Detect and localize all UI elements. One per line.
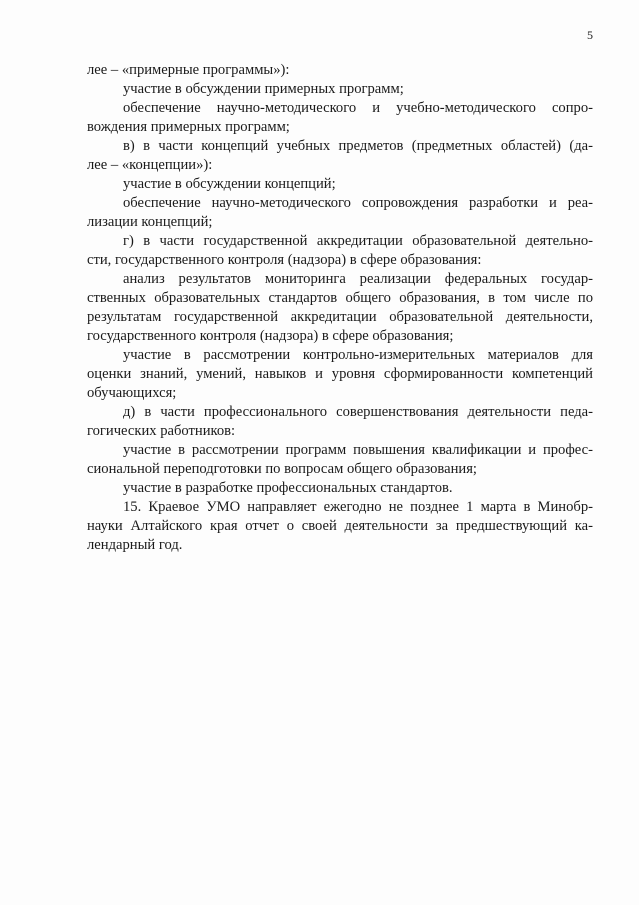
text-line: лее – «концепции»): [87, 157, 213, 173]
text-line: участие в обсуждении примерных программ; [123, 81, 404, 97]
text-line: обеспечение научно-методического и учебно-методического сопро- [123, 100, 593, 116]
text-line: лизации концепций; [87, 214, 213, 230]
text-line: лендарный год. [87, 537, 183, 553]
text-line: сти, государственного контроля (надзора) в сфере образования: [87, 252, 482, 268]
text-line: участие в обсуждении концепций; [123, 176, 336, 192]
text-line: обеспечение научно-методического сопровождения разработки и реа- [123, 195, 593, 211]
text-line: в) в части концепций учебных предметов (предметных областей) (да- [123, 138, 593, 154]
text-line: обучающихся; [87, 385, 177, 401]
text-line: участие в разработке профессиональных стандартов. [123, 480, 453, 496]
text-line: участие в рассмотрении контрольно-измерительных материалов для [123, 347, 593, 363]
document-body [87, 61, 593, 555]
text-line: лее – «примерные программы»): [87, 62, 290, 78]
text-line: результатам государственной аккредитации образовательной деятельности, [87, 309, 593, 325]
text-line: участие в рассмотрении программ повышения квалификации и профес- [123, 442, 593, 458]
text-line: д) в части профессионального совершенствования деятельности педа- [123, 404, 593, 420]
page-number: 5 [587, 28, 593, 42]
text-line: 15. Краевое УМО направляет ежегодно не позднее 1 марта в Минобр- [123, 499, 593, 515]
text-line: сиональной переподготовки по вопросам общего образования; [87, 461, 477, 477]
text-line: вождения примерных программ; [87, 119, 290, 135]
text-line: анализ результатов мониторинга реализации федеральных государ- [123, 271, 593, 287]
text-line: оценки знаний, умений, навыков и уровня сформированности компетенций [87, 366, 593, 382]
text-line: ственных образовательных стандартов общего образования, в том числе по [87, 290, 593, 306]
text-line: г) в части государственной аккредитации образовательной деятельно- [123, 233, 593, 249]
text-line: науки Алтайского края отчет о своей деятельности за предшествующий ка- [87, 518, 593, 534]
text-line: гогических работников: [87, 423, 236, 439]
text-line: государственного контроля (надзора) в сфере образования; [87, 328, 454, 344]
